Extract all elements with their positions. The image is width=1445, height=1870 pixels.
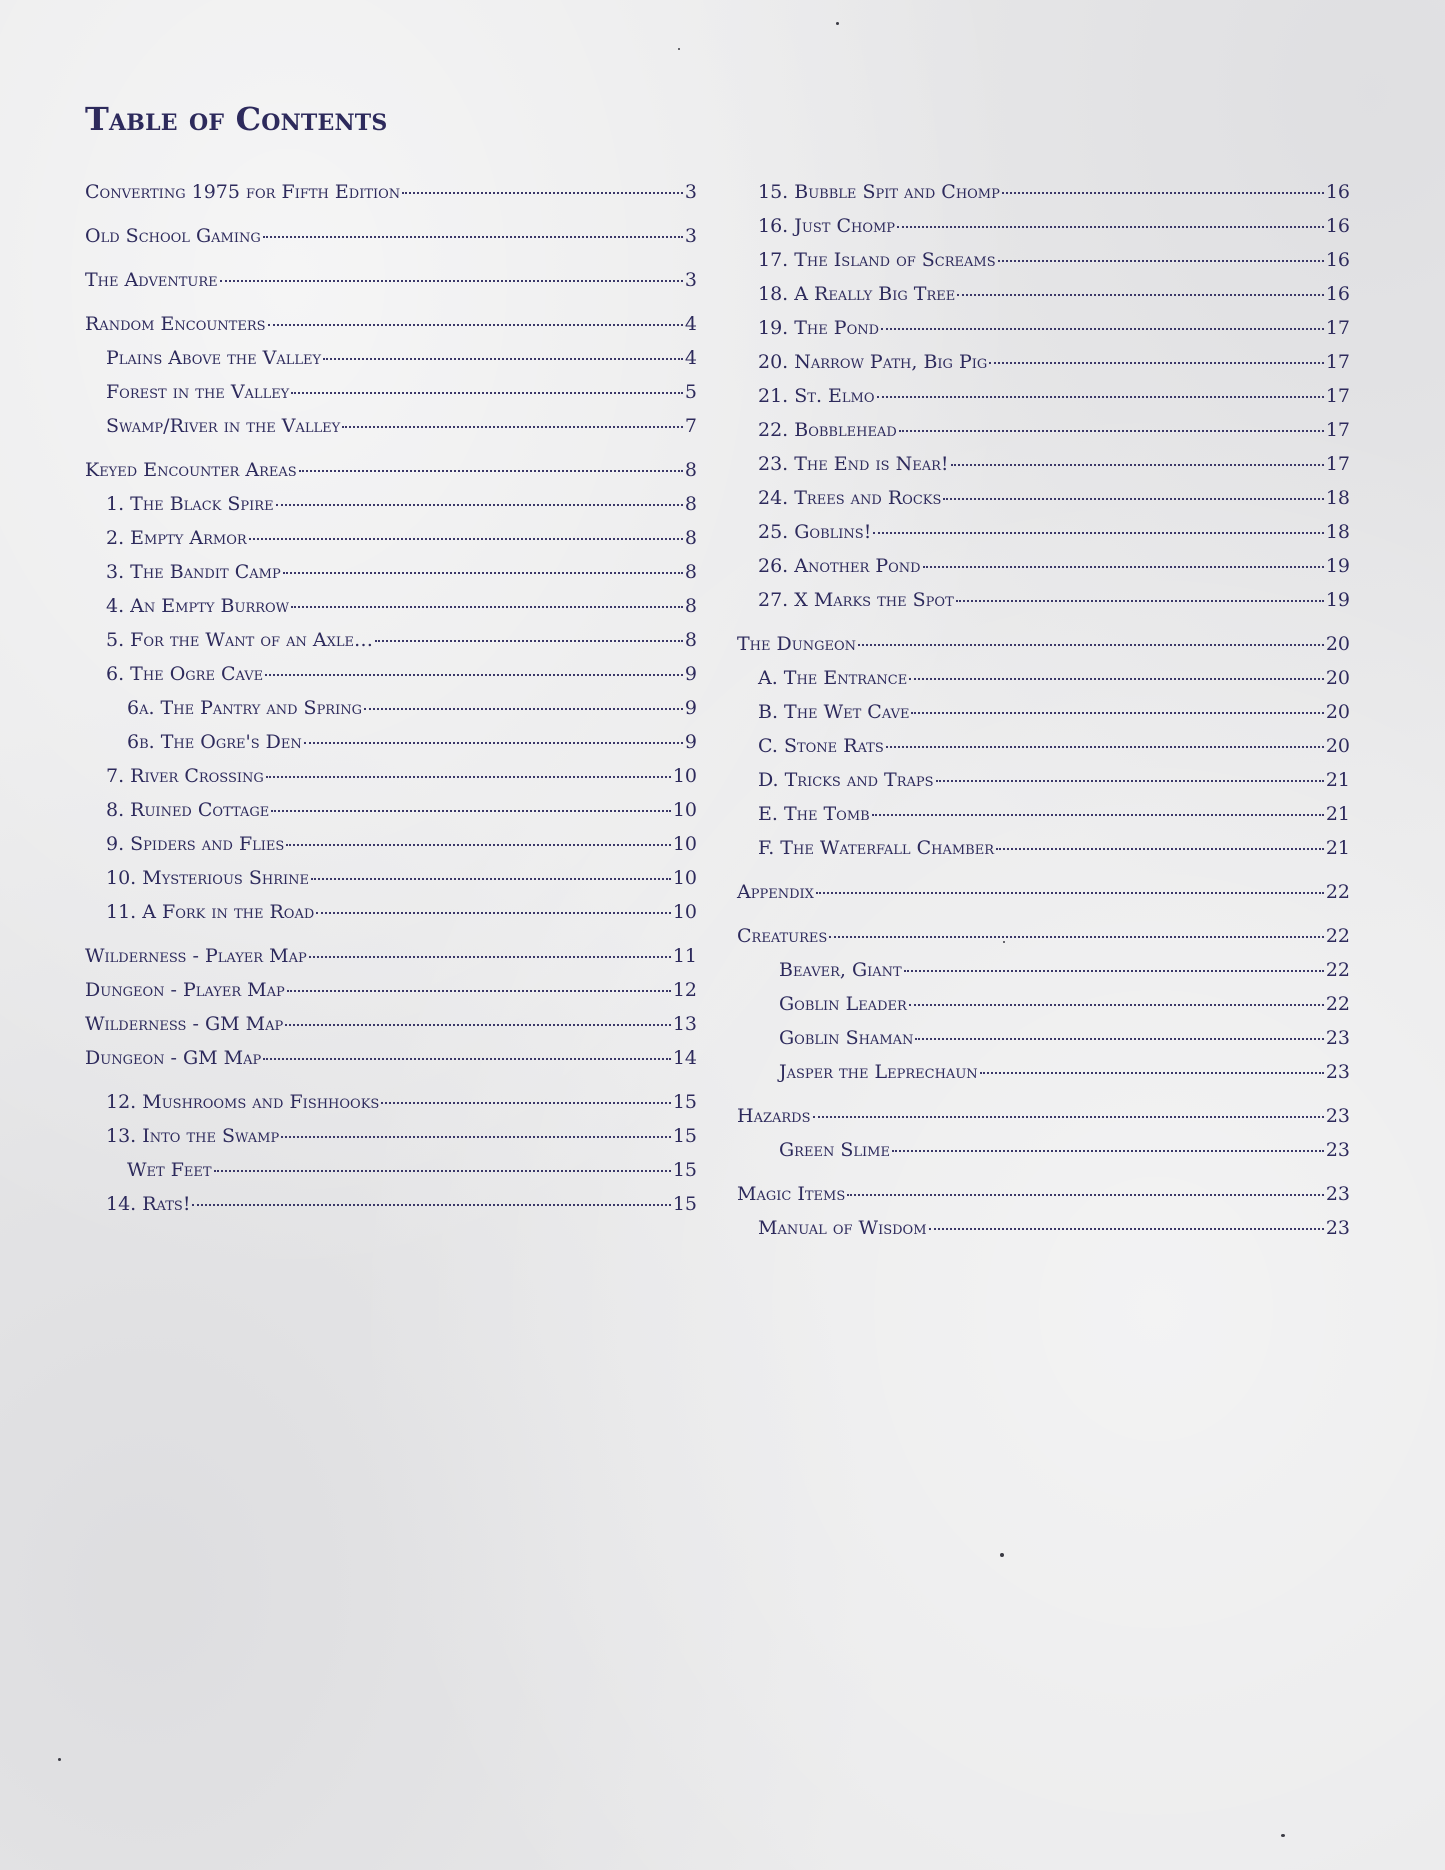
dot-leader xyxy=(364,707,683,710)
dot-leader xyxy=(980,1071,1324,1074)
dot-leader xyxy=(309,955,671,958)
toc-entry-label: 16. Just Chomp xyxy=(758,215,896,237)
toc-entry[interactable] xyxy=(737,243,1350,277)
toc-entry[interactable] xyxy=(737,209,1350,243)
dot-leader xyxy=(263,1057,671,1060)
toc-entry-page-number: 23 xyxy=(1325,1105,1350,1127)
toc-entry-page-number: 8 xyxy=(684,561,697,583)
toc-entry-label: D. Tricks and Traps xyxy=(758,769,934,791)
toc-entry-page-number: 17 xyxy=(1325,453,1350,475)
dot-leader xyxy=(989,361,1324,364)
toc-entry-label: 10. Mysterious Shrine xyxy=(106,867,309,889)
paper-speck xyxy=(836,22,839,25)
toc-entry[interactable] xyxy=(737,1099,1350,1133)
dot-leader xyxy=(943,497,1323,500)
toc-entry-label: C. Stone Rats xyxy=(758,735,884,757)
toc-entry-page-number: 23 xyxy=(1325,1217,1350,1239)
dot-leader xyxy=(375,639,683,642)
dot-leader xyxy=(872,813,1324,816)
toc-entry-page-number: 3 xyxy=(684,181,697,203)
toc-entry[interactable] xyxy=(737,549,1350,583)
toc-entry[interactable] xyxy=(737,175,1350,209)
toc-entry-page-number: 3 xyxy=(684,225,697,247)
toc-entry-label: 24. Trees and Rocks xyxy=(758,487,942,509)
toc-entry-label: 17. The Island of Screams xyxy=(758,249,996,271)
toc-entry[interactable] xyxy=(85,691,697,725)
dot-leader xyxy=(1002,191,1324,194)
toc-entry-page-number: 23 xyxy=(1325,1061,1350,1083)
toc-entry-page-number: 9 xyxy=(684,663,697,685)
dot-leader xyxy=(220,279,683,282)
toc-entry-label: Beaver, Giant xyxy=(779,959,902,981)
toc-entry[interactable] xyxy=(85,1153,697,1187)
toc-entry-label: 3. The Bandit Camp xyxy=(106,561,281,583)
toc-entry[interactable] xyxy=(737,311,1350,345)
dot-leader xyxy=(283,571,683,574)
toc-entry-page-number: 5 xyxy=(684,381,697,403)
toc-entry-page-number: 10 xyxy=(672,765,697,787)
toc-entry[interactable] xyxy=(737,583,1350,617)
toc-entry-page-number: 12 xyxy=(672,979,697,1001)
toc-entry-label: Converting 1975 for Fifth Edition xyxy=(85,181,401,203)
toc-entry-label: 13. Into the Swamp xyxy=(106,1125,280,1147)
toc-entry-label: Goblin Leader xyxy=(779,993,907,1015)
toc-entry[interactable] xyxy=(737,345,1350,379)
toc-entry-page-number: 8 xyxy=(684,527,697,549)
toc-entry-label: 21. St. Elmo xyxy=(758,385,875,407)
toc-entry-label: F. The Waterfall Chamber xyxy=(758,837,994,859)
toc-entry[interactable] xyxy=(737,1177,1350,1211)
toc-entry[interactable] xyxy=(85,589,697,623)
toc-entry[interactable] xyxy=(737,987,1350,1021)
toc-entry[interactable] xyxy=(85,307,697,341)
toc-entry-label: 20. Narrow Path, Big Pig xyxy=(758,351,988,373)
toc-entry-page-number: 22 xyxy=(1325,881,1350,903)
toc-entry[interactable] xyxy=(85,375,697,409)
dot-leader xyxy=(299,469,683,472)
toc-entry-label: Creatures xyxy=(737,925,828,947)
dot-leader xyxy=(291,605,683,608)
toc-entry-label: B. The Wet Cave xyxy=(758,701,910,723)
toc-entry-page-number: 8 xyxy=(684,493,697,515)
toc-entry-page-number: 23 xyxy=(1325,1183,1350,1205)
toc-entry-label: The Dungeon xyxy=(737,633,857,655)
dot-leader xyxy=(877,395,1324,398)
toc-entry-page-number: 4 xyxy=(684,313,697,335)
toc-entry-label: Swamp/River in the Valley xyxy=(106,415,341,437)
toc-entry[interactable] xyxy=(85,521,697,555)
dot-leader xyxy=(957,293,1324,296)
toc-entry[interactable] xyxy=(737,481,1350,515)
toc-entry-page-number: 19 xyxy=(1325,589,1350,611)
dot-leader xyxy=(956,599,1324,602)
toc-entry-label: 19. The Pond xyxy=(758,317,880,339)
dot-leader xyxy=(263,235,683,238)
toc-entry-label: 6b. The Ogre's Den xyxy=(127,731,302,753)
toc-entry[interactable] xyxy=(737,515,1350,549)
dot-leader xyxy=(897,225,1324,228)
toc-entry[interactable] xyxy=(85,973,697,1007)
toc-entry-label: 25. Goblins! xyxy=(758,521,872,543)
dot-leader xyxy=(923,565,1324,568)
toc-entry-label: Green Slime xyxy=(779,1139,890,1161)
toc-entry-page-number: 10 xyxy=(672,867,697,889)
toc-entry[interactable] xyxy=(737,875,1350,909)
dot-leader xyxy=(304,741,683,744)
toc-entry-label: 26. Another Pond xyxy=(758,555,921,577)
dot-leader xyxy=(816,891,1324,894)
toc-entry-page-number: 4 xyxy=(684,347,697,369)
toc-entry-page-number: 10 xyxy=(672,799,697,821)
toc-entry[interactable] xyxy=(85,487,697,521)
dot-leader xyxy=(813,1115,1324,1118)
toc-entry-page-number: 23 xyxy=(1325,1139,1350,1161)
toc-entry-label: Random Encounters xyxy=(85,313,266,335)
toc-entry-page-number: 9 xyxy=(684,731,697,753)
toc-entry-label: 12. Mushrooms and Fishhooks xyxy=(106,1091,380,1113)
toc-entry-label: Dungeon - Player Map xyxy=(85,979,285,1001)
dot-leader xyxy=(951,463,1324,466)
toc-entry[interactable] xyxy=(737,413,1350,447)
toc-entry-page-number: 8 xyxy=(684,459,697,481)
toc-entry-label: Goblin Shaman xyxy=(779,1027,914,1049)
toc-entry[interactable] xyxy=(737,661,1350,695)
paper-speck xyxy=(678,48,680,50)
toc-right-column xyxy=(737,175,1350,1245)
toc-entry-page-number: 17 xyxy=(1325,317,1350,339)
toc-entry-page-number: 15 xyxy=(672,1159,697,1181)
page-title: Table of Contents xyxy=(85,100,388,138)
toc-entry[interactable] xyxy=(737,919,1350,953)
toc-entry[interactable] xyxy=(85,939,697,973)
toc-entry-label: Wilderness - GM Map xyxy=(85,1013,284,1035)
dot-leader xyxy=(892,1149,1324,1152)
dot-leader xyxy=(249,537,683,540)
paper-speck xyxy=(1000,1553,1004,1557)
toc-entry-page-number: 22 xyxy=(1325,959,1350,981)
dot-leader xyxy=(909,677,1324,680)
dot-leader xyxy=(996,847,1324,850)
toc-entry[interactable] xyxy=(85,759,697,793)
toc-entry[interactable] xyxy=(737,1021,1350,1055)
toc-entry-label: 15. Bubble Spit and Chomp xyxy=(758,181,1000,203)
toc-entry-label: Hazards xyxy=(737,1105,811,1127)
toc-entry-page-number: 17 xyxy=(1325,419,1350,441)
dot-leader xyxy=(881,327,1324,330)
toc-entry-label: E. The Tomb xyxy=(758,803,870,825)
dot-leader xyxy=(281,1135,671,1138)
toc-left-column xyxy=(85,175,697,1221)
toc-entry-label: 11. A Fork in the Road xyxy=(106,901,315,923)
dot-leader xyxy=(909,1003,1324,1006)
dot-leader xyxy=(402,191,683,194)
toc-entry[interactable] xyxy=(85,219,697,253)
toc-entry[interactable] xyxy=(737,627,1350,661)
dot-leader xyxy=(265,673,683,676)
dot-leader xyxy=(873,531,1323,534)
toc-entry-label: Dungeon - GM Map xyxy=(85,1047,262,1069)
dot-leader xyxy=(915,1037,1323,1040)
toc-entry-label: Plains Above the Valley xyxy=(106,347,322,369)
toc-entry[interactable] xyxy=(737,695,1350,729)
dot-leader xyxy=(829,935,1324,938)
dot-leader xyxy=(291,391,683,394)
dot-leader xyxy=(286,843,671,846)
dot-leader xyxy=(276,503,683,506)
dot-leader xyxy=(342,425,683,428)
toc-entry-label: Manual of Wisdom xyxy=(758,1217,927,1239)
toc-entry-page-number: 11 xyxy=(672,945,697,967)
toc-entry-page-number: 15 xyxy=(672,1125,697,1147)
toc-entry-page-number: 8 xyxy=(684,629,697,651)
dot-leader xyxy=(911,711,1323,714)
toc-entry[interactable] xyxy=(737,831,1350,865)
toc-entry-page-number: 21 xyxy=(1325,803,1350,825)
dot-leader xyxy=(311,877,671,880)
toc-entry[interactable] xyxy=(737,379,1350,413)
toc-entry-page-number: 9 xyxy=(684,697,697,719)
paper-speck xyxy=(1281,1834,1285,1837)
toc-entry-label: 6a. The Pantry and Spring xyxy=(127,697,362,719)
toc-entry-label: 2. Empty Armor xyxy=(106,527,247,549)
toc-entry-page-number: 8 xyxy=(684,595,697,617)
toc-entry[interactable] xyxy=(737,447,1350,481)
toc-entry[interactable] xyxy=(85,263,697,297)
toc-entry-label: A. The Entrance xyxy=(758,667,908,689)
toc-entry-page-number: 20 xyxy=(1325,633,1350,655)
toc-entry[interactable] xyxy=(85,1041,697,1075)
toc-entry-page-number: 15 xyxy=(672,1193,697,1215)
toc-entry-page-number: 16 xyxy=(1325,215,1350,237)
toc-entry[interactable] xyxy=(737,277,1350,311)
toc-entry-label: 7. River Crossing xyxy=(106,765,264,787)
dot-leader xyxy=(266,775,671,778)
toc-entry[interactable] xyxy=(737,953,1350,987)
dot-leader xyxy=(998,259,1324,262)
toc-entry[interactable] xyxy=(737,1211,1350,1245)
toc-entry[interactable] xyxy=(737,1055,1350,1089)
toc-entry-page-number: 10 xyxy=(672,833,697,855)
toc-entry-page-number: 20 xyxy=(1325,735,1350,757)
toc-entry-page-number: 17 xyxy=(1325,351,1350,373)
toc-entry-page-number: 16 xyxy=(1325,249,1350,271)
toc-entry[interactable] xyxy=(85,175,697,209)
toc-entry-page-number: 22 xyxy=(1325,925,1350,947)
toc-entry-page-number: 13 xyxy=(672,1013,697,1035)
paper-speck xyxy=(1003,941,1005,943)
dot-leader xyxy=(381,1101,670,1104)
toc-entry-label: 18. A Really Big Tree xyxy=(758,283,956,305)
dot-leader xyxy=(886,745,1324,748)
toc-entry-label: 23. The End is Near! xyxy=(758,453,949,475)
dot-leader xyxy=(929,1227,1324,1230)
dot-leader xyxy=(847,1193,1324,1196)
toc-entry-page-number: 23 xyxy=(1325,1027,1350,1049)
toc-entry-label: Appendix xyxy=(737,881,814,903)
toc-entry[interactable] xyxy=(737,729,1350,763)
toc-entry-page-number: 18 xyxy=(1325,521,1350,543)
toc-entry-page-number: 15 xyxy=(672,1091,697,1113)
toc-entry-page-number: 10 xyxy=(672,901,697,923)
toc-entry-page-number: 20 xyxy=(1325,667,1350,689)
toc-entry[interactable] xyxy=(85,1119,697,1153)
toc-entry-page-number: 21 xyxy=(1325,837,1350,859)
dot-leader xyxy=(323,357,683,360)
dot-leader xyxy=(904,969,1324,972)
toc-entry-label: 4. An Empty Burrow xyxy=(106,595,290,617)
toc-entry-page-number: 7 xyxy=(684,415,697,437)
toc-entry-label: 27. X Marks the Spot xyxy=(758,589,954,611)
toc-entry-label: The Adventure xyxy=(85,269,218,291)
toc-entry-label: Magic Items xyxy=(737,1183,846,1205)
paper-speck xyxy=(58,1758,61,1761)
dot-leader xyxy=(271,809,671,812)
toc-entry-label: Wilderness - Player Map xyxy=(85,945,307,967)
toc-entry-page-number: 3 xyxy=(684,269,697,291)
toc-entry-label: Wet Feet xyxy=(127,1159,212,1181)
toc-entry-label: 22. Bobblehead xyxy=(758,419,897,441)
toc-entry[interactable] xyxy=(85,1085,697,1119)
dot-leader xyxy=(268,323,683,326)
toc-entry-label: 8. Ruined Cottage xyxy=(106,799,270,821)
toc-entry[interactable] xyxy=(85,453,697,487)
toc-entry-page-number: 16 xyxy=(1325,181,1350,203)
toc-entry[interactable] xyxy=(85,341,697,375)
toc-entry[interactable] xyxy=(737,797,1350,831)
toc-entry[interactable] xyxy=(85,793,697,827)
toc-entry-page-number: 22 xyxy=(1325,993,1350,1015)
toc-entry-label: Forest in the Valley xyxy=(106,381,290,403)
toc-entry[interactable] xyxy=(85,657,697,691)
toc-entry[interactable] xyxy=(85,895,697,929)
toc-entry-page-number: 14 xyxy=(672,1047,697,1069)
dot-leader xyxy=(936,779,1324,782)
dot-leader xyxy=(192,1203,670,1206)
toc-entry[interactable] xyxy=(85,409,697,443)
toc-entry-label: Keyed Encounter Areas xyxy=(85,459,297,481)
toc-entry[interactable] xyxy=(85,861,697,895)
toc-entry[interactable] xyxy=(85,827,697,861)
toc-entry-label: 6. The Ogre Cave xyxy=(106,663,264,685)
dot-leader xyxy=(899,429,1324,432)
dot-leader xyxy=(285,1023,671,1026)
toc-entry[interactable] xyxy=(85,623,697,657)
toc-entry[interactable] xyxy=(737,1133,1350,1167)
dot-leader xyxy=(214,1169,671,1172)
toc-entry-page-number: 19 xyxy=(1325,555,1350,577)
toc-entry-page-number: 18 xyxy=(1325,487,1350,509)
dot-leader xyxy=(316,911,671,914)
toc-entry-label: 1. The Black Spire xyxy=(106,493,274,515)
toc-entry-label: Jasper the Leprechaun xyxy=(779,1061,978,1083)
dot-leader xyxy=(287,989,671,992)
toc-entry-label: 5. For the Want of an Axle… xyxy=(106,629,373,651)
toc-entry[interactable] xyxy=(737,763,1350,797)
toc-entry-page-number: 17 xyxy=(1325,385,1350,407)
dot-leader xyxy=(858,643,1324,646)
toc-entry-page-number: 16 xyxy=(1325,283,1350,305)
toc-entry[interactable] xyxy=(85,725,697,759)
toc-entry-label: 9. Spiders and Flies xyxy=(106,833,285,855)
toc-entry-label: 14. Rats! xyxy=(106,1193,191,1215)
toc-entry[interactable] xyxy=(85,1187,697,1221)
toc-entry-label: Old School Gaming xyxy=(85,225,261,247)
toc-entry-page-number: 21 xyxy=(1325,769,1350,791)
toc-entry-page-number: 20 xyxy=(1325,701,1350,723)
toc-entry[interactable] xyxy=(85,555,697,589)
toc-entry[interactable] xyxy=(85,1007,697,1041)
